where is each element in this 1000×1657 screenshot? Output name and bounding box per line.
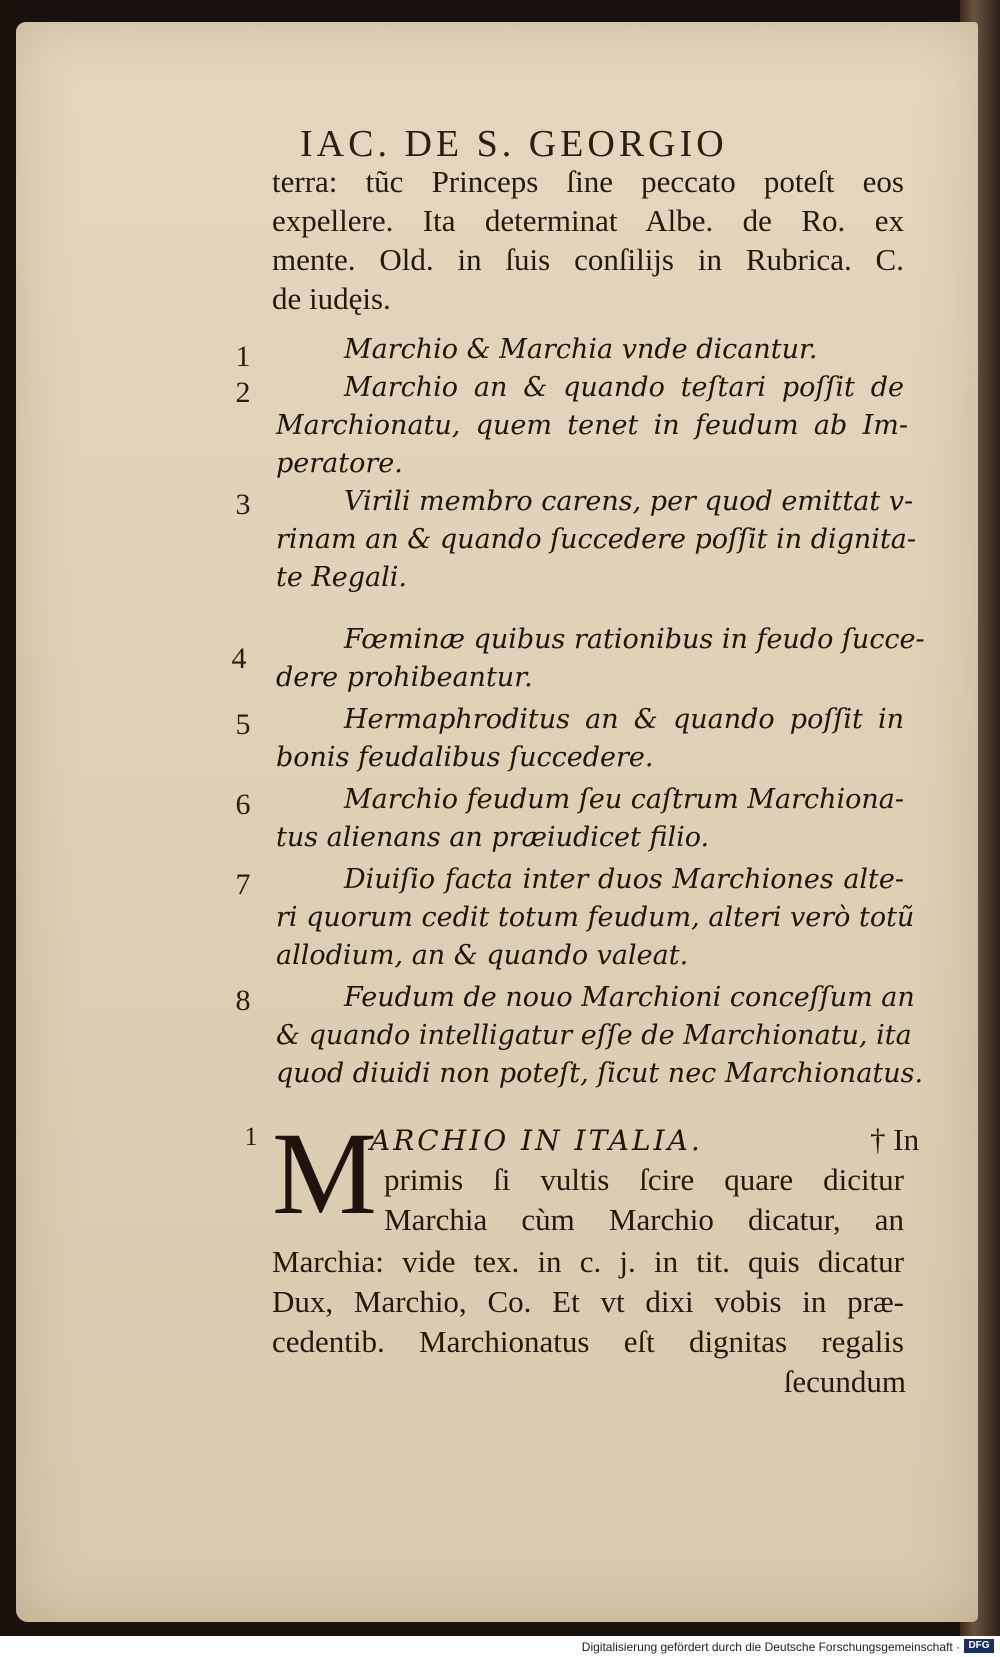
summary-number: 1 [235,340,251,373]
summary-line: bonis feudalibus ſuccedere. [276,742,654,773]
intro-line: terra: tũc Princeps ſine peccato poteſt eos [272,164,904,199]
summary-line: Feudum de nouo Marchioni conceſſum an [344,982,915,1013]
summary-line: te Regali. [276,562,407,593]
summary-line: Fœminæ quibus rationibus in feudo ſucce- [344,624,925,655]
section-number: 1 [244,1122,258,1151]
section-heading: ARCHIO IN ITALIA. [370,1124,703,1157]
section-line: Marchia: vide tex. in c. j. in tit. quis dicatur [272,1244,904,1279]
summary-number: 6 [235,788,251,821]
section-line: primis ſi vultis ſcire quare dicitur [384,1162,904,1197]
summary-line: allodium, an & quando valeat. [276,940,689,971]
summary-line: & quando intelligatur eſſe de Marchionatu, ita [276,1020,912,1051]
summary-line: Marchio & Marchia vnde dicantur. [344,334,818,365]
summary-line: tus alienans an præiudicet filio. [276,822,710,853]
summary-line: peratore. [276,448,403,479]
funding-credit: Digitalisierung gefördert durch die Deutsche Forschungsgemeinschaft · [581,1640,960,1654]
catchword: ſecundum [783,1364,906,1399]
summary-line: quod diuidi non poteſt, ſicut nec Marchionatus. [276,1058,924,1089]
dfg-logo: DFG [964,1639,994,1653]
summary-line: Hermaphroditus an & quando poſſit in [344,704,904,735]
summary-line: Marchio an & quando teſtari poſſit de [344,372,904,403]
summary-line: Marchionatu, quem tenet in feudum ab Im- [276,410,908,441]
intro-line: de iudęis. [272,281,391,316]
summary-line: Virili membro carens, per quod emittat v- [344,486,914,517]
drop-cap: M [272,1108,377,1239]
summary-number: 3 [235,488,251,521]
summary-number: 7 [235,868,251,901]
summary-line: Diuiſio facta inter duos Marchiones alte- [344,864,904,895]
summary-line: dere prohibeantur. [276,662,533,693]
summary-line: ri quorum cedit totum feudum, alteri verò totũ [276,902,915,933]
intro-line: expellere. Ita determinat Albe. de Ro. ex [272,203,904,238]
section-line: Dux, Marchio, Co. Et vt dixi vobis in præ- [272,1284,904,1319]
section-heading-tail: † In [870,1122,920,1157]
summary-line: Marchio feudum ſeu caſtrum Marchiona- [344,784,904,815]
summary-number: 2 [235,376,251,409]
summary-number: 4 [231,642,247,675]
section-line: cedentib. Marchionatus eſt dignitas regalis [272,1324,904,1359]
intro-line: mente. Old. in ſuis conſilijs in Rubrica. C. [272,242,904,277]
summary-line: rinam an & quando ſuccedere poſſit in dignita- [276,524,917,555]
summary-number: 5 [235,708,251,741]
section-line: Marchia cùm Marchio dicatur, an [384,1202,904,1237]
running-head: IAC. DE S. GEORGIO [300,123,728,165]
summary-number: 8 [235,984,251,1017]
